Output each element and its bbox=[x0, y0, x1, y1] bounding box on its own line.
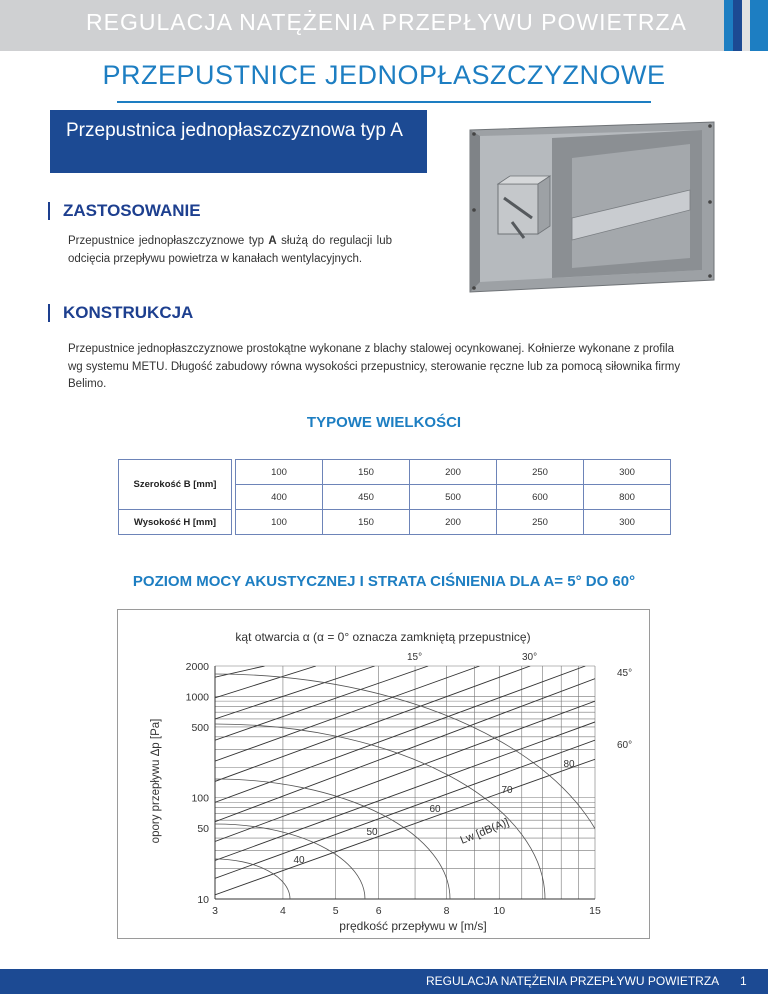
table-cell: 500 bbox=[410, 485, 497, 510]
zastosowanie-text-before: Przepustnice jednopłaszczyznowe typ bbox=[68, 235, 269, 247]
chart-title: kąt otwarcia α (α = 0° oznacza zamkniętą przepustnicę) bbox=[235, 630, 531, 644]
angle-label: 45° bbox=[617, 668, 633, 679]
section-heading-zastosowanie: ZASTOSOWANIE bbox=[48, 202, 201, 220]
angle-label: 60° bbox=[617, 740, 633, 751]
y-tick-label: 10 bbox=[197, 894, 209, 906]
product-name: Przepustnica jednopłaszczyznowa typ A bbox=[66, 120, 403, 141]
y-tick-label: 1000 bbox=[185, 691, 209, 704]
y-tick-label: 500 bbox=[191, 721, 209, 734]
product-banner bbox=[50, 110, 427, 173]
konstrukcja-text: Przepustnice jednopłaszczyznowe prostokątne wykonane z blachy stalowej ocynkowanej. Kołnierze wykonane z profila wg systemu METU. Długość zabudowy równa wysokości przepustnicy, sterowanie ręczne lub za pomocą siłownika firmy Belimo. bbox=[68, 343, 681, 390]
damper-illustration bbox=[452, 118, 732, 308]
zastosowanie-text-after: służą do regulacji lub odcięcia przepływu powietrza w kanałach wentylacyjnych. bbox=[68, 235, 392, 265]
footer-running-title: REGULACJA NATĘŻENIA PRZEPŁYWU POWIETRZA bbox=[426, 974, 720, 988]
accent-stripe bbox=[724, 0, 733, 51]
footer-bar bbox=[0, 969, 768, 994]
y-tick-label: 50 bbox=[197, 823, 209, 836]
height-label: Wysokość H [mm] bbox=[119, 510, 232, 535]
angle-label: 15° bbox=[407, 652, 423, 663]
page-number: 1 bbox=[740, 974, 747, 988]
table-cell: 300 bbox=[584, 510, 671, 535]
table-cell: 400 bbox=[236, 485, 323, 510]
accent-stripe bbox=[742, 0, 750, 51]
running-title: REGULACJA NATĘŻENIA PRZEPŁYWU POWIETRZA bbox=[86, 9, 687, 35]
x-tick-label: 10 bbox=[493, 905, 506, 917]
section-heading-konstrukcja: KONSTRUKCJA bbox=[48, 304, 193, 322]
table-cell: 150 bbox=[323, 460, 410, 485]
table-cell: 100 bbox=[236, 510, 323, 535]
x-tick-label: 3 bbox=[212, 905, 218, 917]
chart-frame bbox=[118, 610, 650, 939]
table-row bbox=[119, 460, 671, 485]
zastosowanie-text-bold: A bbox=[268, 235, 277, 247]
accent-stripe bbox=[750, 0, 768, 51]
pressure-loss-chart bbox=[117, 609, 650, 939]
sizes-table-heading: TYPOWE WIELKOŚCI bbox=[306, 414, 462, 431]
x-tick-label: 4 bbox=[280, 905, 286, 917]
x-tick-label: 5 bbox=[332, 905, 339, 917]
noise-level-label: 70 bbox=[501, 785, 513, 796]
table-row bbox=[119, 510, 671, 535]
width-label: Szerokość B [mm] bbox=[119, 460, 232, 510]
title-underline bbox=[117, 101, 651, 103]
header-bar bbox=[0, 0, 768, 51]
table-cell: 300 bbox=[584, 460, 671, 485]
table-cell: 100 bbox=[236, 460, 323, 485]
noise-level-label: 50 bbox=[366, 827, 378, 838]
header-accent-stripes bbox=[724, 0, 768, 51]
x-tick-label: 15 bbox=[589, 905, 601, 917]
y-axis-label: opory przepływu Δp [Pa] bbox=[150, 718, 162, 844]
table-cell: 600 bbox=[497, 485, 584, 510]
x-tick-label: 8 bbox=[443, 905, 450, 917]
table-cell: 200 bbox=[410, 510, 497, 535]
accent-stripe bbox=[733, 0, 742, 51]
chart-heading: POZIOM MOCY AKUSTYCZNEJ I STRATA CIŚNIENIA DLA A= 5° DO 60° bbox=[132, 573, 636, 590]
x-axis-label: prędkość przepływu w [m/s] bbox=[339, 919, 487, 933]
y-tick-label: 2000 bbox=[185, 661, 209, 673]
page-title: PRZEPUSTNICE JEDNOPŁASZCZYZNOWE bbox=[102, 60, 666, 90]
noise-level-label: 60 bbox=[429, 804, 441, 815]
x-tick-label: 6 bbox=[375, 905, 382, 917]
table-cell: 150 bbox=[323, 510, 410, 535]
noise-level-label: 40 bbox=[293, 855, 305, 866]
y-tick-label: 100 bbox=[191, 792, 209, 805]
zastosowanie-text bbox=[68, 233, 392, 268]
table-cell: 200 bbox=[410, 460, 497, 485]
noise-axis-label: Lw [dB(A)] bbox=[458, 816, 511, 847]
table-cell: 800 bbox=[584, 485, 671, 510]
noise-level-label: 80 bbox=[563, 759, 575, 770]
table-cell: 250 bbox=[497, 510, 584, 535]
table-cell: 250 bbox=[497, 460, 584, 485]
table-cell: 450 bbox=[323, 485, 410, 510]
sizes-table bbox=[118, 459, 671, 535]
angle-label: 30° bbox=[522, 652, 538, 663]
